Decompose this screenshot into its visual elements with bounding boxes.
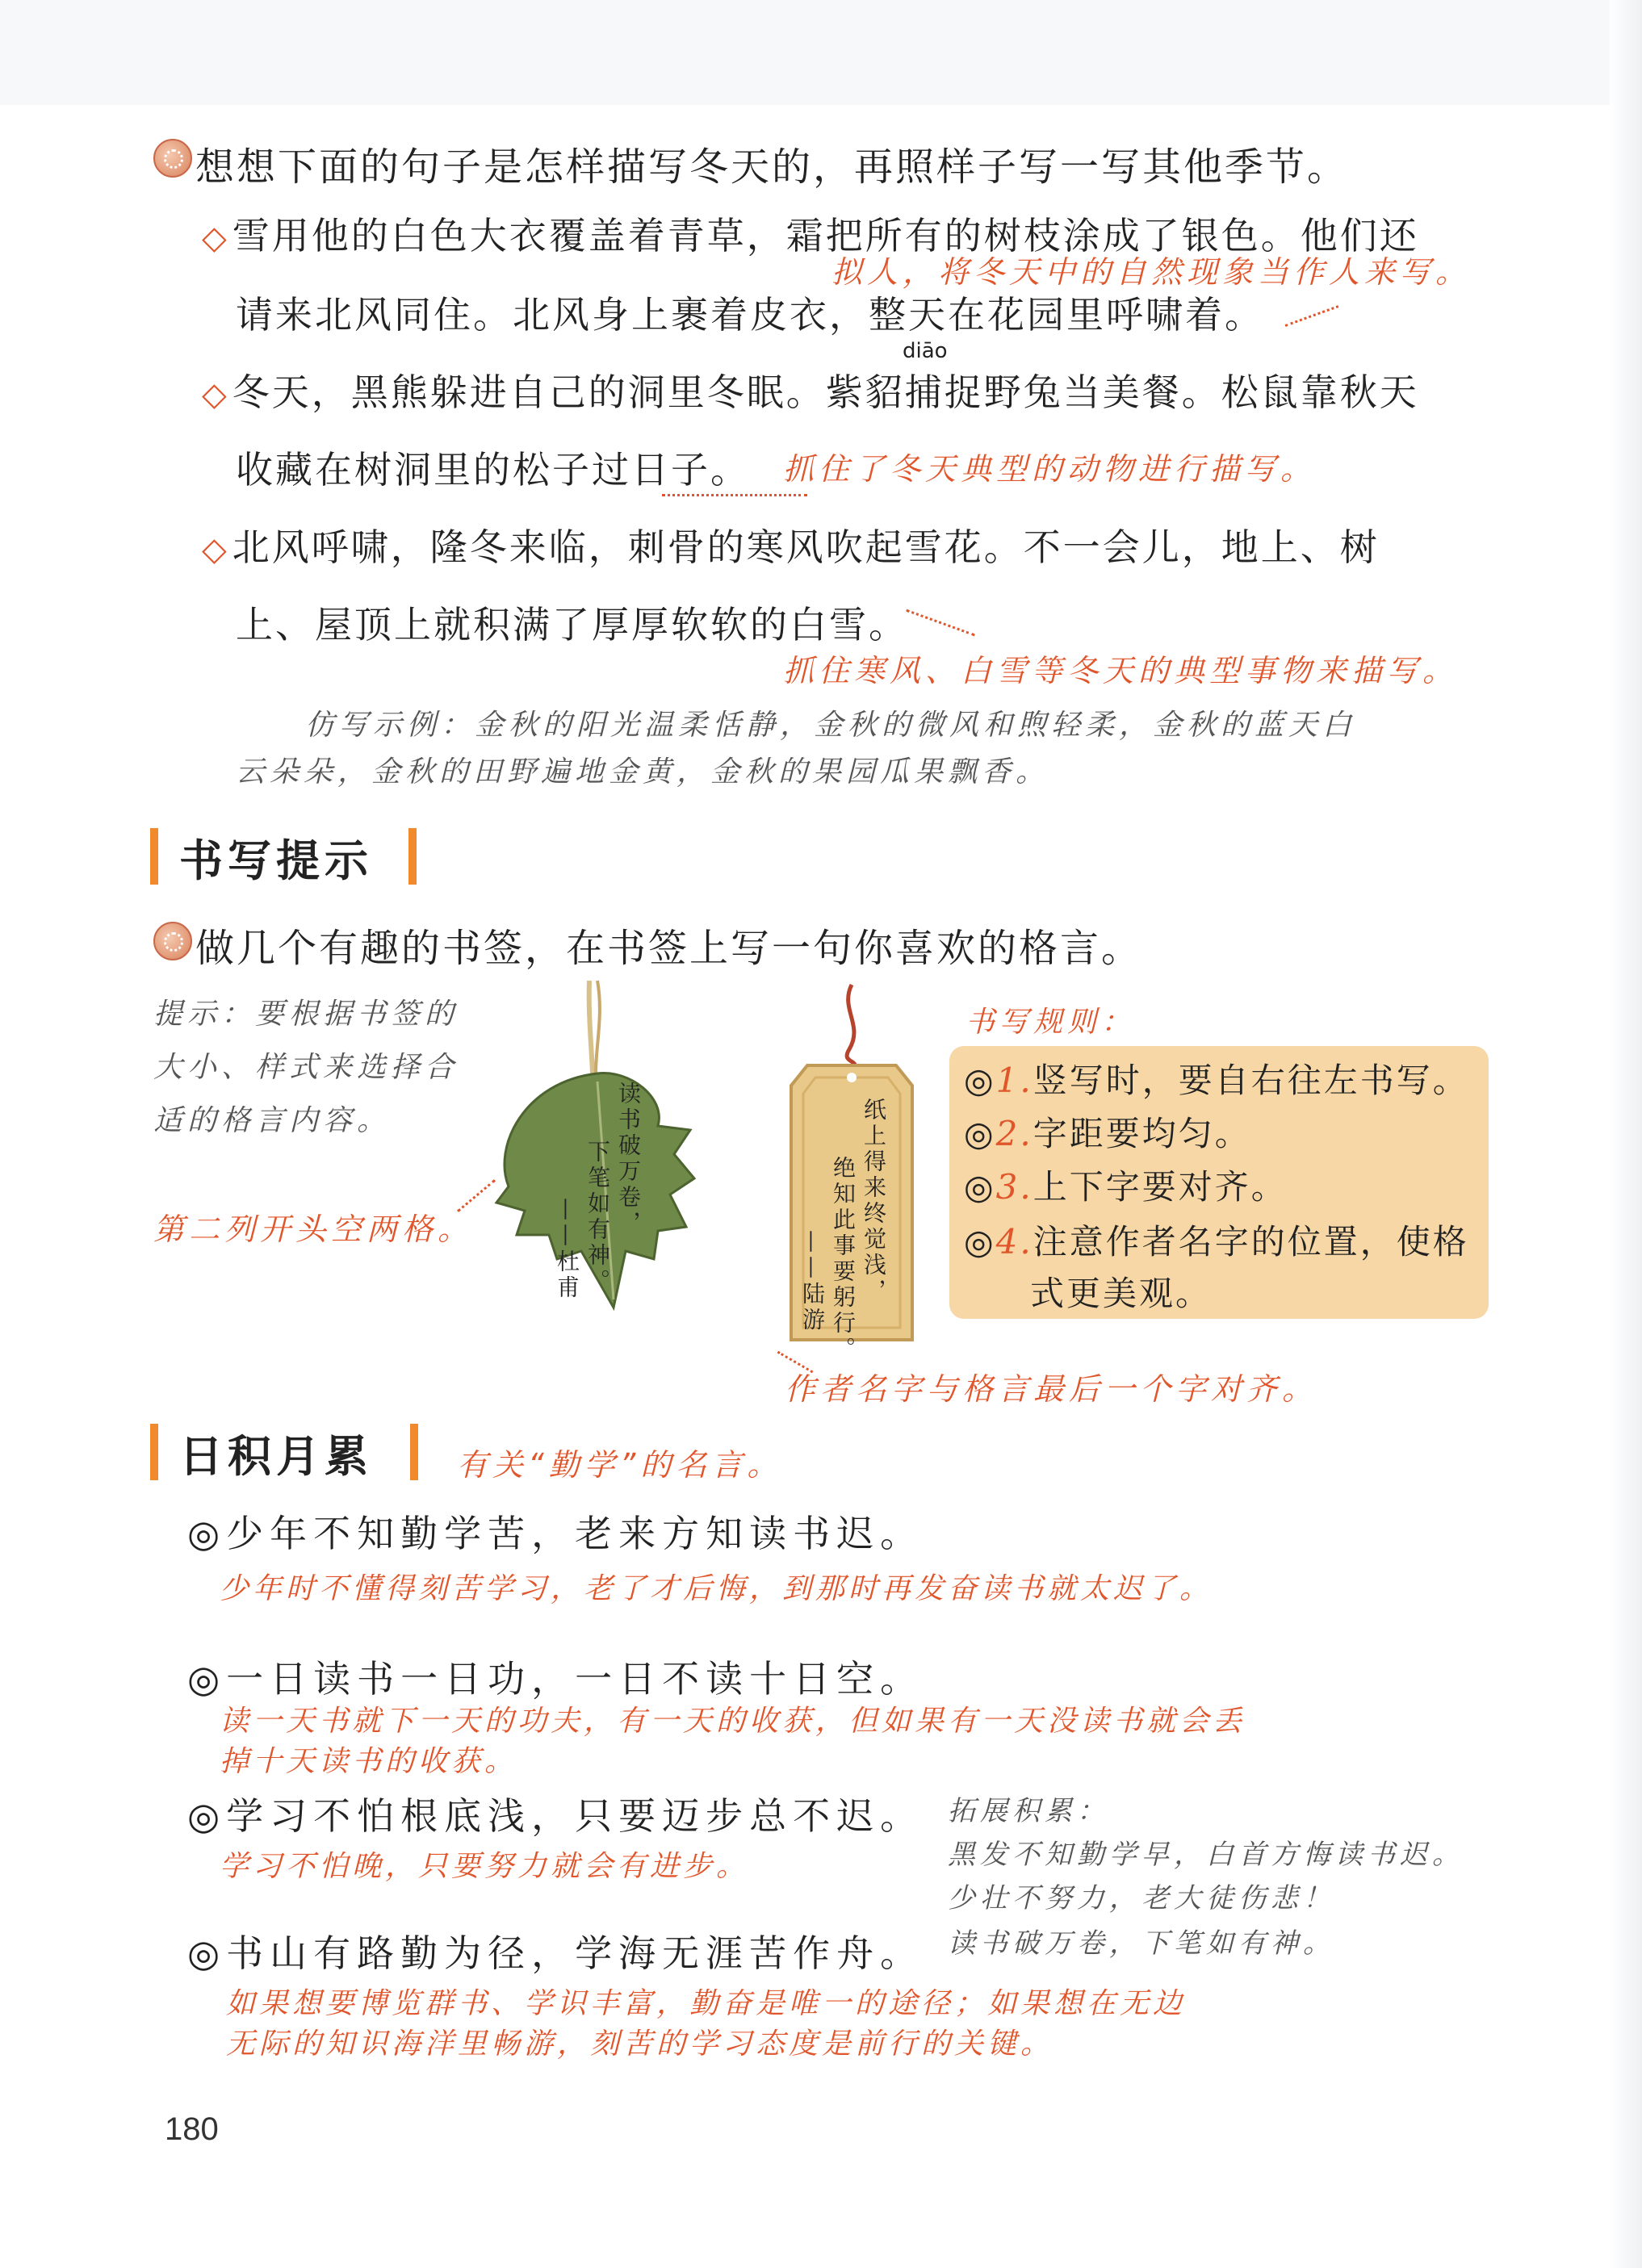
author-note: 作者名字与格言最后一个字对齐。 [785,1371,1318,1407]
quote-bullet-icon: ◎ [187,1657,227,1701]
leaf-note: 第二列开头空两格。 [153,1211,474,1247]
diamond-bullet-icon: ◇ [202,531,229,568]
dotted-pointer [457,1179,496,1212]
rule-text: 上下字要对齐。 [1033,1167,1288,1207]
heading-bar-left [150,1424,158,1480]
section2-prompt: 做几个有趣的书签，在书签上写一句你喜欢的格言。 [195,926,1143,971]
rule-2 [964,1107,1251,1156]
extend-title: 拓展积累： [948,1795,1109,1827]
quote-text: 少年不知勤学苦，老来方知读书迟。 [226,1512,924,1555]
quote-2-explain2: 掉十天读书的收获。 [220,1745,518,1778]
rule-3 [964,1161,1288,1209]
quote-1-explain1: 少年时不懂得刻苦学习，老了才后悔，到那时再发奋读书就太迟了。 [220,1572,1213,1605]
rule-bullet-icon: ◎ [964,1167,996,1207]
rule-bullet-icon: ◎ [964,1222,996,1262]
quote-3 [187,1787,924,1840]
extend-line-1: 黑发不知勤学早，白首方悔读书迟。 [948,1839,1464,1871]
tag-text-col1: 纸上得来终觉浅， [861,1098,887,1304]
tip-line3: 适的格言内容。 [153,1104,392,1137]
rule-bullet-icon: ◎ [964,1061,996,1100]
heading-bar-right [410,1424,418,1480]
rule-text: 字距要均匀。 [1033,1114,1251,1153]
section3-heading: 日积月累 [179,1431,373,1482]
rule-text: 注意作者名字的位置，使格 [1033,1222,1469,1262]
item3-line1-text: 北风呼啸，隆冬来临，刺骨的寒风吹起雪花。不一会儿，地上、树 [232,525,1380,569]
quote-4-explain1: 如果想要博览群书、学识丰富，勤奋是唯一的途径；如果想在无边 [226,1987,1187,2020]
page-edge-shade [1610,0,1642,2268]
item1-line1-text: 雪用他的白色大衣覆盖着青草，霜把所有的树枝涂成了银色。他们还 [232,214,1419,257]
item3-line1 [202,518,1380,571]
rule-num: 1. [995,1061,1033,1100]
page-top-shade [0,0,1642,105]
activity-icon [153,139,192,178]
rule-text: 竖写时，要自右往左书写。 [1033,1061,1469,1100]
item2-line2: 收藏在树洞里的松子过日子。 [236,448,750,492]
leaf-author: ——杜甫 [554,1198,580,1301]
quote-4-explain2: 无际的知识海洋里畅游，刻苦的学习态度是前行的关键。 [226,2027,1054,2061]
dotted-pointer [1285,305,1339,327]
item3-note: 抓住寒风、白雪等冬天的典型事物来描写。 [783,653,1459,688]
extend-line-2: 少壮不努力，老大徒伤悲！ [948,1882,1335,1914]
rule-num: 2. [995,1114,1033,1153]
leaf-text-col2: 下笔如有神。 [584,1140,611,1295]
item1-note: 拟人，将冬天中的自然现象当作人来写。 [831,254,1472,290]
rule-bullet-icon: ◎ [964,1114,996,1153]
page-number: 180 [165,2111,219,2147]
section1-prompt: 想想下面的句子是怎样描写冬天的，再照样子写一写其他季节。 [195,144,1349,190]
rule-1 [964,1054,1469,1103]
extend-line-3: 读书破万卷，下笔如有神。 [948,1927,1335,1960]
dotted-pointer [906,609,975,637]
quote-text: 学习不怕根底浅，只要迈步总不迟。 [226,1794,924,1838]
diamond-bullet-icon: ◇ [202,220,229,257]
diamond-bullet-icon: ◇ [202,376,229,413]
rule-num: 4. [995,1222,1033,1262]
tag-author: ——陆游 [799,1230,826,1333]
example-line2: 云朵朵，金秋的田野遍地金黄，金秋的果园瓜果飘香。 [236,755,1050,789]
activity-icon [153,922,192,960]
leaf-text-col1: 读书破万卷， [615,1082,642,1237]
item2-line1 [202,363,1419,416]
item3-line2: 上、屋顶上就积满了厚厚软软的白雪。 [236,603,908,647]
heading-bar-right [408,828,417,885]
quote-1 [187,1504,924,1558]
quote-4 [187,1924,924,1977]
heading-bar-left [150,828,158,885]
item2-note: 抓住了冬天典型的动物进行描写。 [783,451,1317,487]
example-line1: 仿写示例：金秋的阳光温柔恬静，金秋的微风和煦轻柔，金秋的蓝天白 [305,709,1357,742]
quote-text: 一日读书一日功，一日不读十日空。 [226,1657,924,1701]
rule-4 [964,1216,1469,1264]
dotted-pointer [662,494,807,496]
rules-title: 书写规则： [966,1006,1136,1039]
quote-2-explain1: 读一天书就下一天的功夫，有一天的收获，但如果有一天没读书就会丢 [220,1705,1246,1738]
section3-subtitle: 有关“勤学”的名言。 [457,1447,783,1483]
quote-3-explain1: 学习不怕晚，只要努力就会有进步。 [220,1850,750,1883]
tag-text-col2: 绝知此事要躬行。 [830,1156,857,1362]
pinyin-diao: diāo [903,339,948,363]
rule-4-cont: 式更美观。 [1030,1274,1213,1313]
rule-num: 3. [995,1167,1033,1207]
quote-bullet-icon: ◎ [187,1512,227,1555]
quote-2 [187,1650,924,1703]
item1-line2: 请来北风同住。北风身上裹着皮衣，整天在花园里呼啸着。 [236,293,1264,337]
tip-line1: 提示：要根据书签的 [153,998,459,1031]
tip-line2: 大小、样式来选择合 [153,1051,459,1084]
quote-text: 书山有路勤为径，学海无涯苦作舟。 [226,1931,924,1975]
quote-bullet-icon: ◎ [187,1794,227,1838]
item2-line1-text: 冬天，黑熊躲进自己的洞里冬眠。紫貂捕捉野兔当美餐。松鼠靠秋天 [232,370,1419,414]
quote-bullet-icon: ◎ [187,1931,227,1975]
section2-heading: 书写提示 [179,835,373,886]
